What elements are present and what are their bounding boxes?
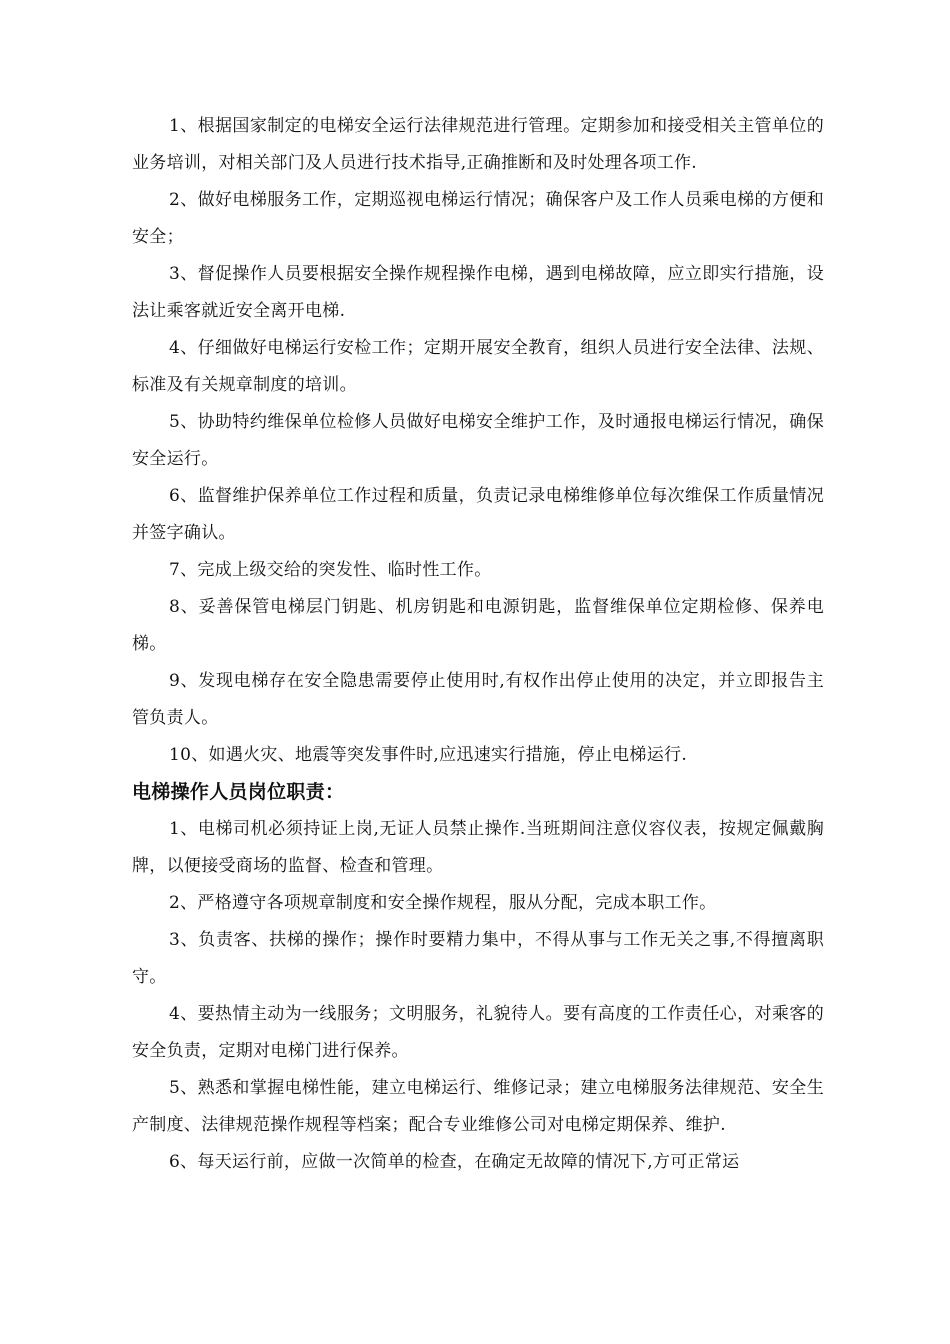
duty-item-8: 8、妥善保管电梯层门钥匙、机房钥匙和电源钥匙，监督维保单位定期检修、保养电梯。 xyxy=(132,597,824,654)
duty-item-4: 4、仔细做好电梯运行安检工作；定期开展安全教育，组织人员进行安全法律、法规、标准及有关规章制度的培训。 xyxy=(132,338,824,395)
operator-duty-item-4: 4、要热情主动为一线服务；文明服务，礼貌待人。要有高度的工作责任心，对乘客的安全负责，定期对电梯门进行保养。 xyxy=(132,1004,824,1061)
duty-item-5: 5、协助特约维保单位检修人员做好电梯安全维护工作，及时通报电梯运行情况，确保安全运行。 xyxy=(132,412,824,469)
duty-item-7: 7、完成上级交给的突发性、临时性工作。 xyxy=(169,560,492,580)
duty-item-2: 2、做好电梯服务工作，定期巡视电梯运行情况；确保客户及工作人员乘电梯的方便和安全； xyxy=(132,190,824,247)
duty-item-3: 3、督促操作人员要根据安全操作规程操作电梯，遇到电梯故障，应立即实行措施，设法让乘客就近安全离开电梯. xyxy=(132,264,824,321)
operator-duty-item-5: 5、熟悉和掌握电梯性能，建立电梯运行、维修记录；建立电梯服务法律规范、安全生产制度、法律规范操作规程等档案；配合专业维修公司对电梯定期保养、维护. xyxy=(132,1078,824,1135)
section-heading-operator-duties: 电梯操作人员岗位职责： xyxy=(132,781,345,803)
duty-item-10: 10、如遇火灾、地震等突发事件时,应迅速实行措施，停止电梯运行. xyxy=(169,745,688,765)
operator-duty-item-3: 3、负责客、扶梯的操作；操作时要精力集中，不得从事与工作无关之事,不得擅离职守。 xyxy=(132,930,824,987)
operator-duty-item-1: 1、电梯司机必须持证上岗,无证人员禁止操作.当班期间注意仪容仪表，按规定佩戴胸牌，以便接受商场的监督、检查和管理。 xyxy=(132,819,824,876)
operator-duty-item-6: 6、每天运行前，应做一次简单的检查，在确定无故障的情况下,方可正常运 xyxy=(169,1152,740,1172)
duty-item-1: 1、根据国家制定的电梯安全运行法律规范进行管理。定期参加和接受相关主管单位的业务培训，对相关部门及人员进行技术指导,正确推断和及时处理各项工作. xyxy=(132,116,824,173)
duty-item-9: 9、发现电梯存在安全隐患需要停止使用时,有权作出停止使用的决定，并立即报告主管负责人。 xyxy=(132,671,824,728)
operator-duty-item-2: 2、严格遵守各项规章制度和安全操作规程，服从分配，完成本职工作。 xyxy=(169,893,717,913)
duty-item-6: 6、监督维护保养单位工作过程和质量，负责记录电梯维修单位每次维保工作质量情况并签字确认。 xyxy=(132,486,824,543)
document-page xyxy=(132,108,824,1181)
